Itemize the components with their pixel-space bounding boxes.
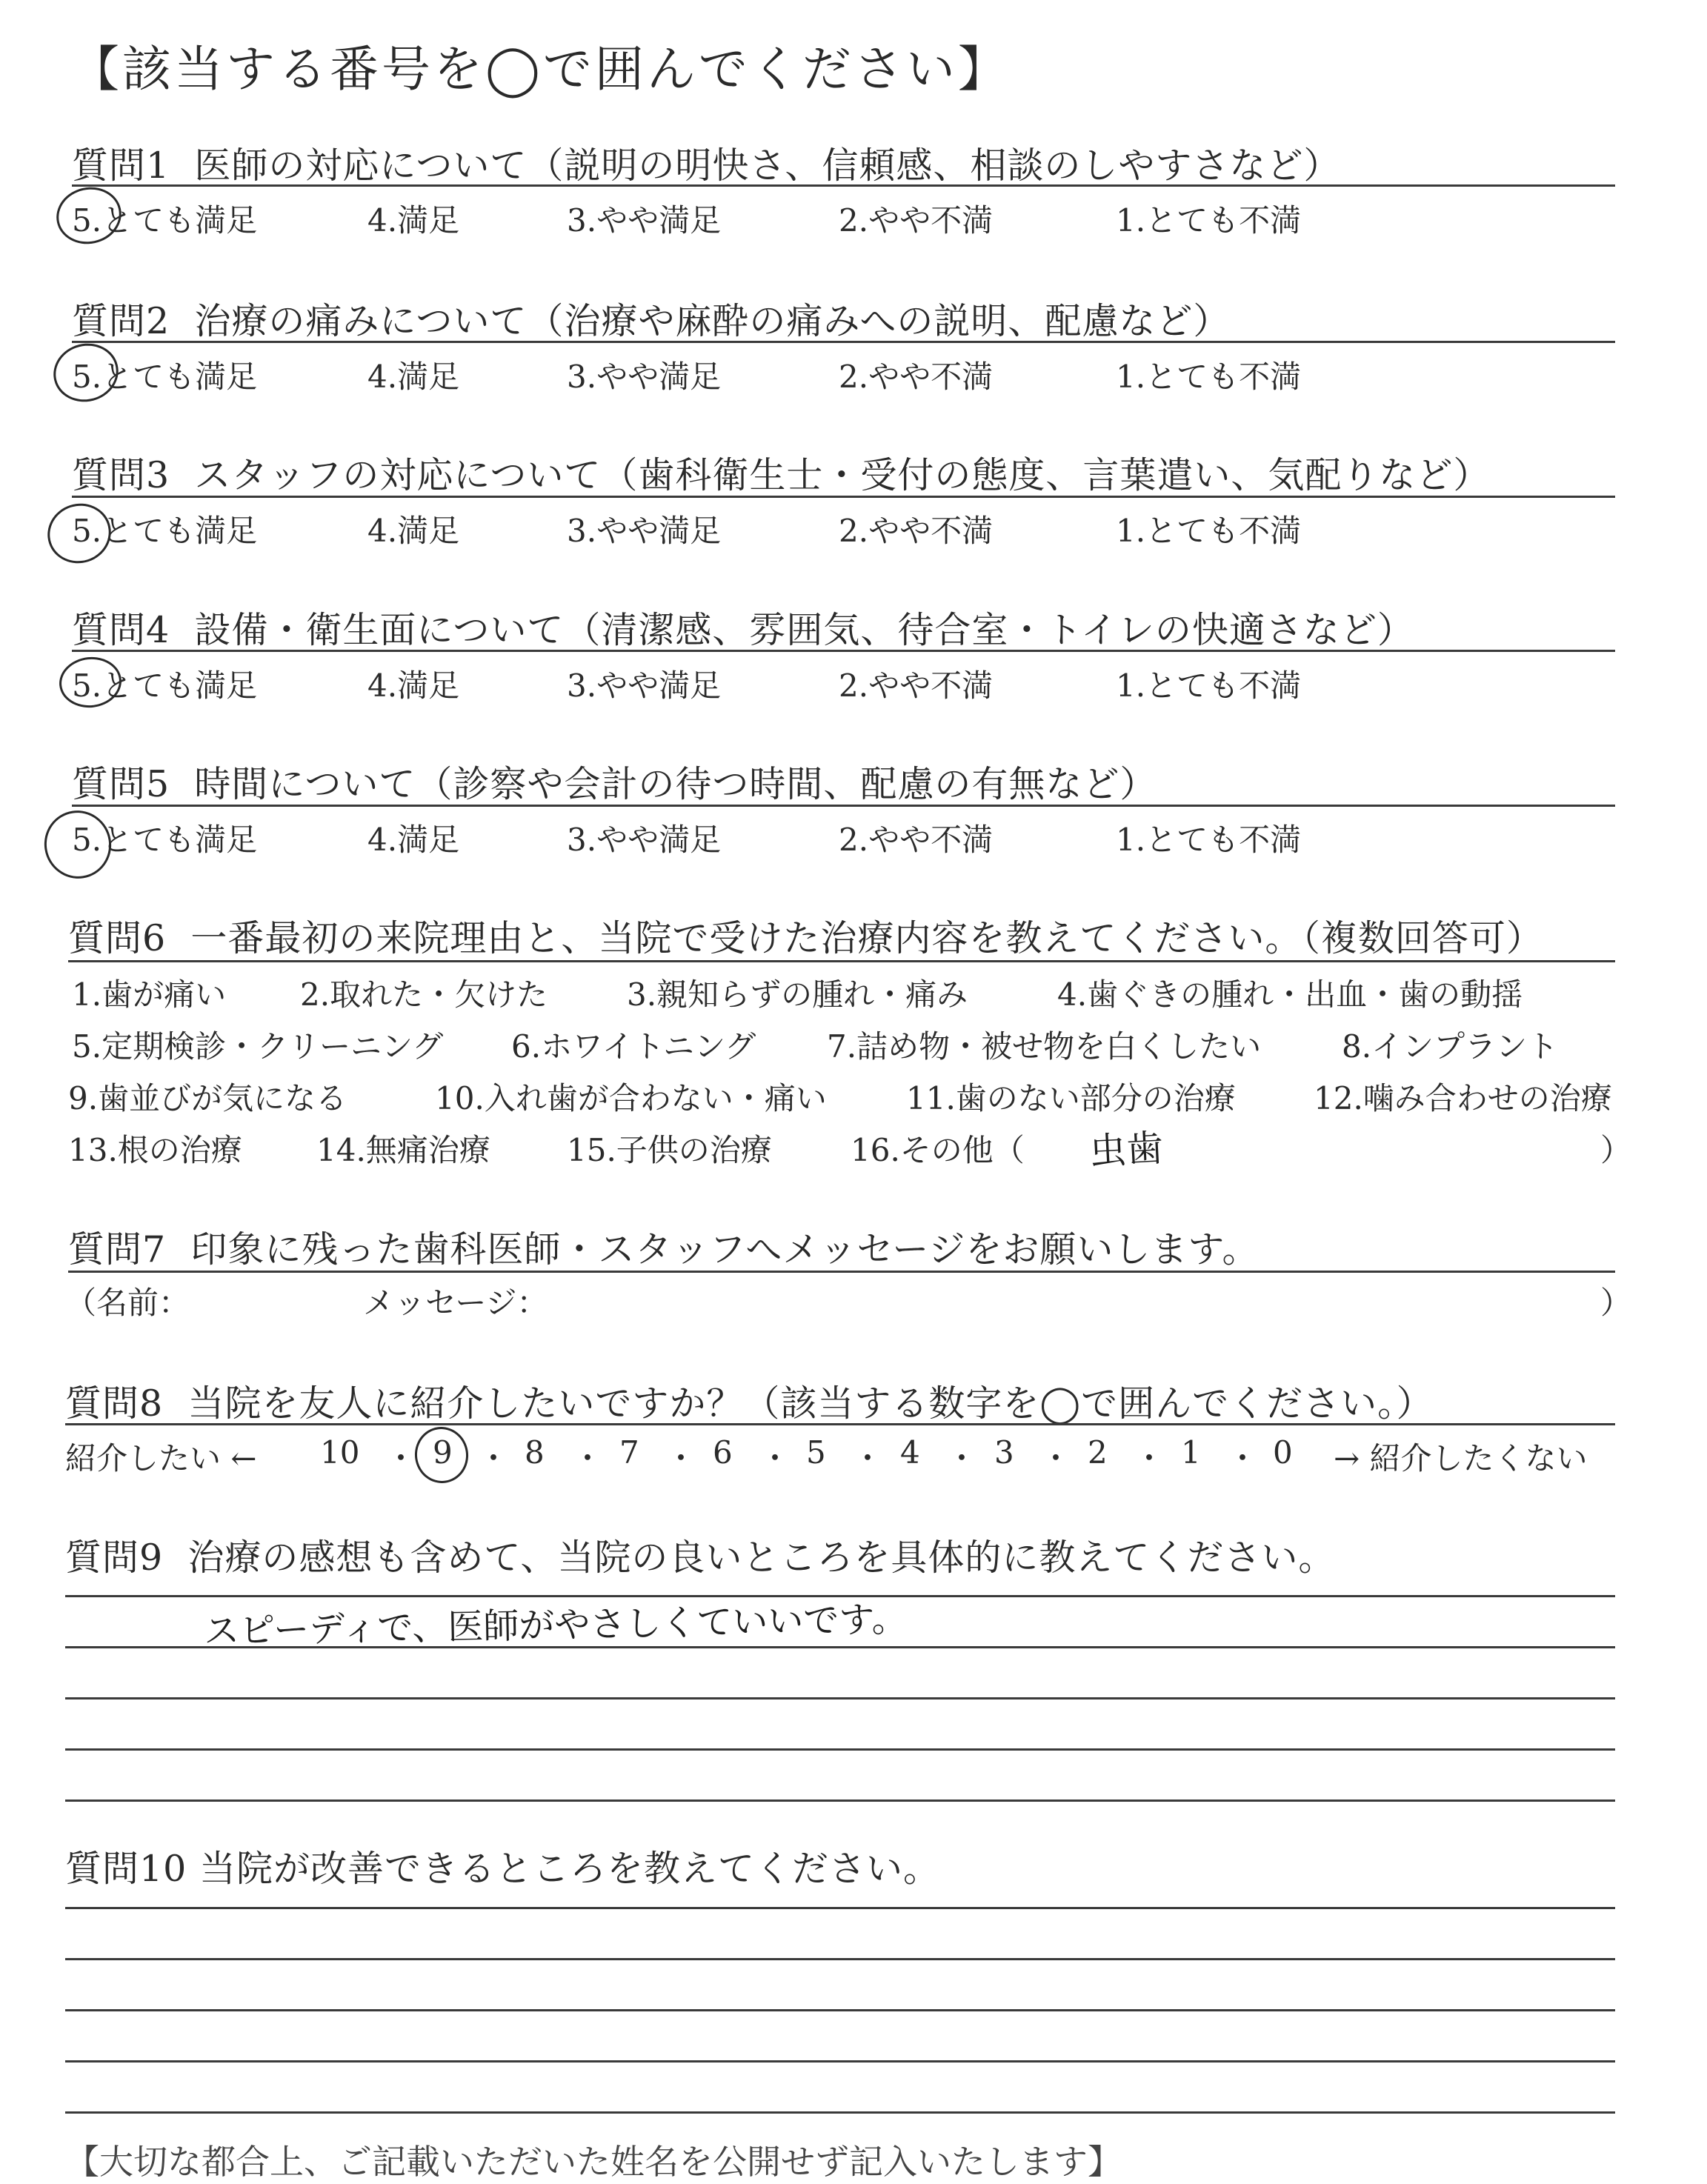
question-2-title: 質問2 治療の痛みについて（治療や麻酔の痛みへの説明、配慮など） (72, 300, 1231, 342)
question-1-title: 質問1 医師の対応について（説明の明快さ、信頼感、相談のしやすさなど） (72, 144, 1341, 187)
q10-answer-line (65, 2009, 1615, 2011)
q8-separator: ・ (1040, 1440, 1072, 1476)
q8-scale-4[interactable]: 4 (900, 1434, 920, 1471)
q4-option-2[interactable]: 2.やや不満 (839, 667, 994, 704)
q8-scale-2[interactable]: 2 (1088, 1434, 1108, 1471)
q1-option-2[interactable]: 2.やや不満 (839, 202, 994, 239)
q6-option-1[interactable]: 1.歯が痛い (72, 976, 227, 1013)
q8-separator: ・ (1227, 1440, 1259, 1476)
q10-answer-line (65, 1907, 1615, 1909)
q7-name-label: （名前： (65, 1285, 190, 1321)
question-4-title: 質問4 設備・衛生面について（清潔感、雰囲気、待合室・トイレの快適さなど） (72, 609, 1414, 651)
q4-option-5[interactable]: 5.とても満足 (72, 667, 258, 704)
q2-option-4[interactable]: 4.満足 (367, 359, 460, 395)
q8-left-label: 紹介したい ← (65, 1440, 257, 1476)
q8-separator: ・ (572, 1440, 604, 1476)
question-1-rule (72, 184, 1615, 187)
question-5-title: 質問5 時間について（診察や会計の待つ時間、配慮の有無など） (72, 763, 1157, 805)
q3-option-3[interactable]: 3.やや満足 (567, 513, 722, 549)
q8-right-label: → 紹介したくない (1334, 1440, 1588, 1476)
q5-option-3[interactable]: 3.やや満足 (567, 822, 722, 858)
q6-other-close-paren: ） (1600, 1132, 1632, 1168)
q8-scale-5[interactable]: 5 (806, 1434, 826, 1471)
q6-other-handwritten-answer: 虫歯 (1088, 1126, 1165, 1173)
q6-option-13[interactable]: 13.根の治療 (68, 1132, 242, 1168)
q4-option-3[interactable]: 3.やや満足 (567, 667, 722, 704)
q8-scale-1[interactable]: 1 (1181, 1434, 1201, 1471)
q8-scale-3[interactable]: 3 (994, 1434, 1014, 1471)
q8-separator: ・ (1134, 1440, 1165, 1476)
question-8-title: 質問8 当院を友人に紹介したいですか？（該当する数字を◯で囲んでください。） (65, 1382, 1434, 1425)
q1-option-4[interactable]: 4.満足 (367, 202, 460, 239)
q8-selection-circle (411, 1423, 472, 1486)
q8-scale-10[interactable]: 10 (320, 1434, 360, 1471)
q6-option-6[interactable]: 6.ホワイトニング (511, 1028, 756, 1065)
q10-answer-line (65, 1958, 1615, 1960)
q2-option-2[interactable]: 2.やや不満 (839, 359, 994, 395)
q7-close-paren: ） (1600, 1285, 1632, 1321)
q4-option-1[interactable]: 1.とても不満 (1116, 667, 1302, 704)
q6-option-15[interactable]: 15.子供の治療 (567, 1132, 772, 1168)
q5-option-1[interactable]: 1.とても不満 (1116, 822, 1302, 858)
q8-scale-8[interactable]: 8 (525, 1434, 545, 1471)
q8-separator: ・ (852, 1440, 884, 1476)
q6-option-8[interactable]: 8.インプラント (1342, 1028, 1559, 1065)
q5-selection-circle (35, 801, 121, 888)
q6-option-3[interactable]: 3.親知らずの腫れ・痛み (627, 976, 968, 1013)
q6-option-9[interactable]: 9.歯並びが気になる (68, 1080, 347, 1116)
page-title: 【該当する番号を◯で囲んでください】 (70, 41, 1010, 98)
q6-option-4[interactable]: 4.歯ぐきの腫れ・出血・歯の動揺 (1057, 976, 1523, 1013)
q3-option-1[interactable]: 1.とても不満 (1116, 513, 1302, 549)
q9-answer-line (65, 1748, 1615, 1751)
question-8-rule (65, 1423, 1615, 1425)
q3-option-2[interactable]: 2.やや不満 (839, 513, 994, 549)
q3-option-5[interactable]: 5.とても満足 (72, 513, 258, 549)
question-3-rule (72, 496, 1615, 498)
q5-option-5[interactable]: 5.とても満足 (72, 822, 258, 858)
q6-option-14[interactable]: 14.無痛治療 (316, 1132, 490, 1168)
q8-separator: ・ (759, 1440, 791, 1476)
q10-answer-line (65, 2060, 1615, 2063)
q8-scale-9[interactable]: 9 (433, 1434, 453, 1471)
q2-option-1[interactable]: 1.とても不満 (1116, 359, 1302, 395)
question-5-rule (72, 805, 1615, 807)
q1-option-1[interactable]: 1.とても不満 (1116, 202, 1302, 239)
q8-scale-7[interactable]: 7 (619, 1434, 639, 1471)
question-9-title: 質問9 治療の感想も含めて、当院の良いところを具体的に教えてください。 (65, 1537, 1336, 1579)
q6-option-11[interactable]: 11.歯のない部分の治療 (906, 1080, 1236, 1116)
q6-option-5[interactable]: 5.定期検診・クリーニング (72, 1028, 444, 1065)
q2-selection-circle (47, 337, 124, 409)
q2-option-3[interactable]: 3.やや満足 (567, 359, 722, 395)
question-7-rule (68, 1271, 1615, 1273)
footer-note: 【大切な都合上、ご記載いただいた姓名を公開せず記入いたします】 (65, 2142, 1122, 2182)
q6-option-16[interactable]: 16.その他（ (851, 1132, 1025, 1168)
q3-option-4[interactable]: 4.満足 (367, 513, 460, 549)
q8-separator: ・ (946, 1440, 978, 1476)
q8-separator: ・ (385, 1440, 417, 1476)
q6-option-10[interactable]: 10.入れ歯が合わない・痛い (435, 1080, 827, 1116)
q8-separator: ・ (478, 1440, 510, 1476)
q9-answer-line (65, 1697, 1615, 1699)
q2-option-5[interactable]: 5.とても満足 (72, 359, 258, 395)
q8-scale-0[interactable]: 0 (1273, 1434, 1293, 1471)
question-2-rule (72, 341, 1615, 343)
q7-message-label: メッセージ： (363, 1285, 548, 1321)
q6-option-7[interactable]: 7.詰め物・被せ物を白くしたい (827, 1028, 1262, 1065)
question-7-title: 質問7 印象に残った歯科医師・スタッフへメッセージをお願いします。 (68, 1228, 1260, 1271)
q9-answer-line (65, 1646, 1615, 1648)
q5-option-2[interactable]: 2.やや不満 (839, 822, 994, 858)
q1-option-5[interactable]: 5.とても満足 (72, 202, 258, 239)
q5-option-4[interactable]: 4.満足 (367, 822, 460, 858)
question-6-title: 質問6 一番最初の来院理由と、当院で受けた治療内容を教えてください。（複数回答可） (68, 917, 1543, 959)
q6-option-2[interactable]: 2.取れた・欠けた (300, 976, 548, 1013)
q4-option-4[interactable]: 4.満足 (367, 667, 460, 704)
q1-option-3[interactable]: 3.やや満足 (567, 202, 722, 239)
question-3-title: 質問3 スタッフの対応について（歯科衛生士・受付の態度、言葉遣い、気配りなど） (72, 454, 1491, 496)
question-4-rule (72, 650, 1615, 652)
q8-separator: ・ (665, 1440, 697, 1476)
q10-answer-line (65, 2111, 1615, 2114)
question-6-rule (68, 960, 1615, 962)
question-10-title: 質問10 当院が改善できるところを教えてください。 (65, 1848, 940, 1890)
q6-option-12[interactable]: 12.噛み合わせの治療 (1314, 1080, 1612, 1116)
q9-handwritten-answer: スピーディで、医師がやさしくていいです。 (203, 1598, 908, 1653)
q9-answer-line (65, 1800, 1615, 1802)
q8-scale-6[interactable]: 6 (713, 1434, 733, 1471)
